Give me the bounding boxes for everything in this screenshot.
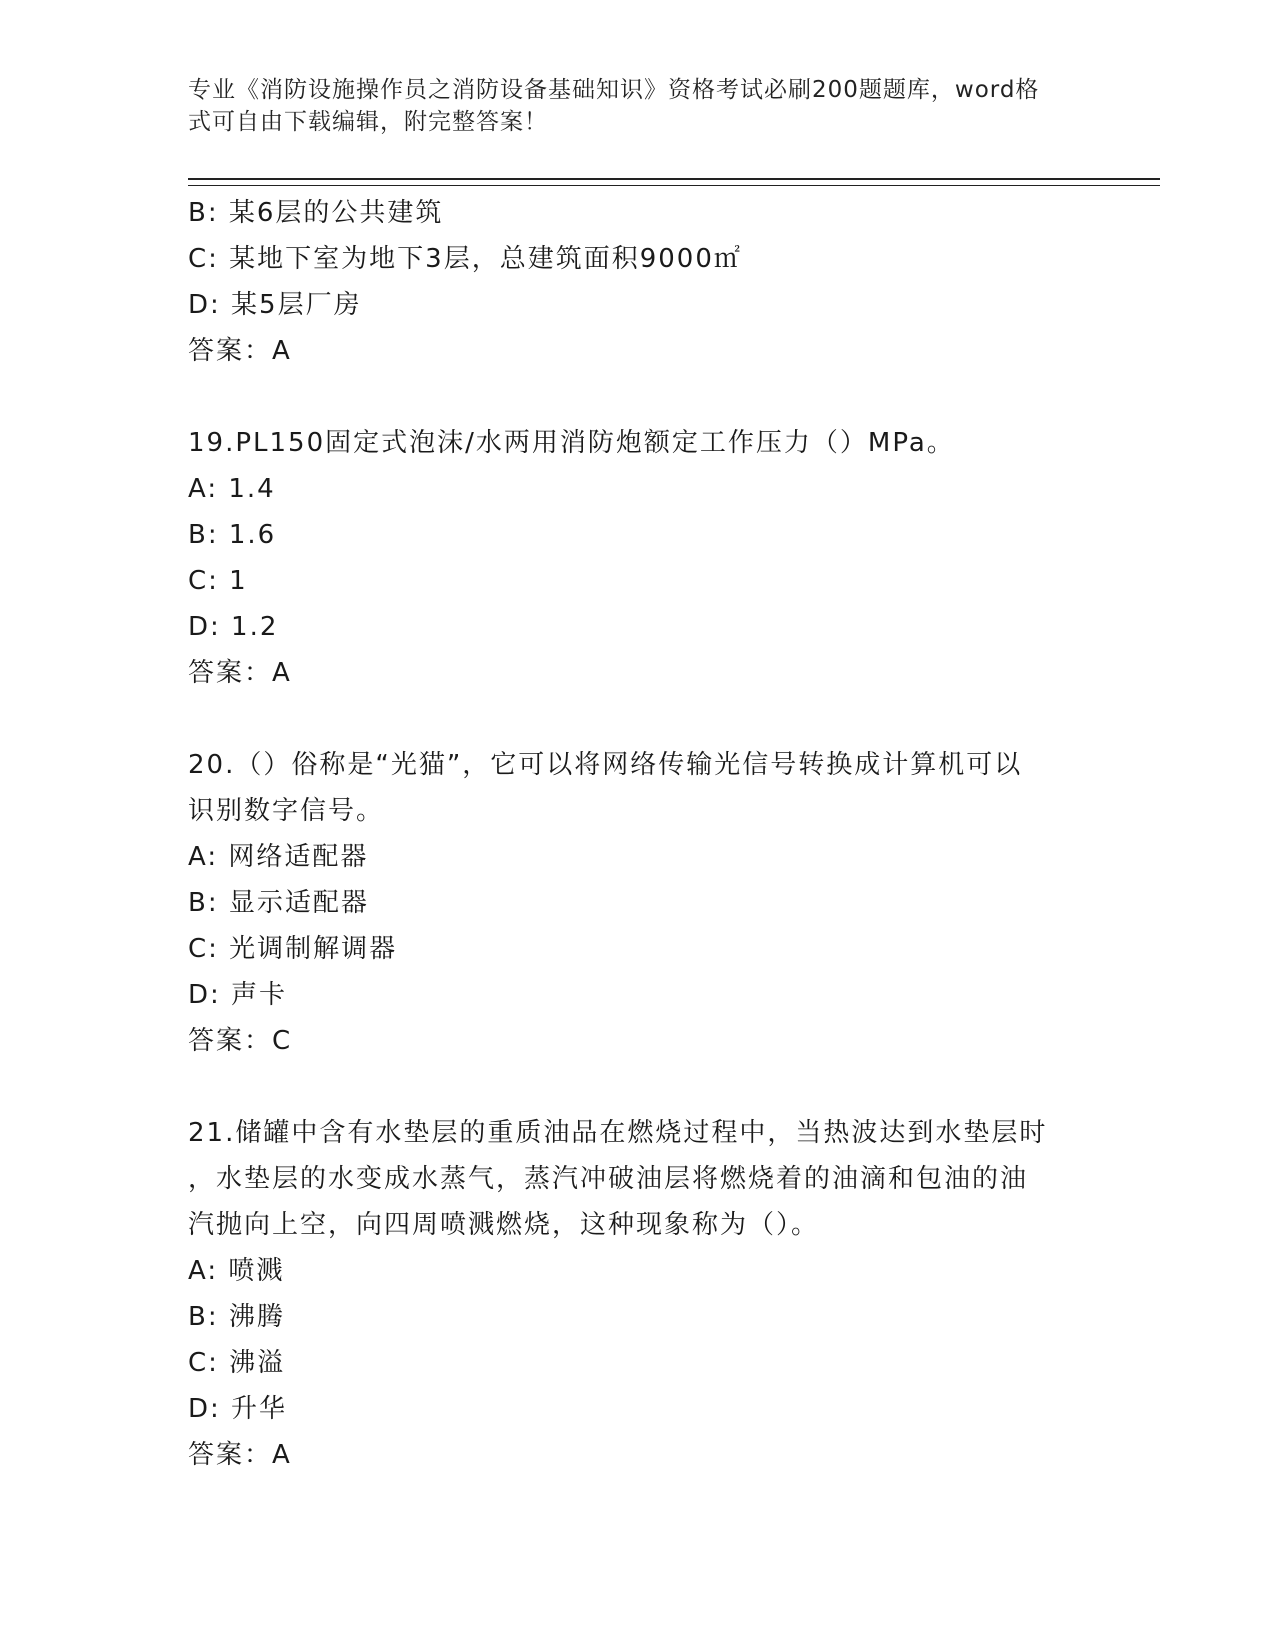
answer-line: 答案：C [188, 1026, 293, 1056]
option-a: A: 1.4 [188, 474, 276, 504]
option-b: B: 1.6 [188, 520, 277, 550]
header-line-2: 式可自由下载编辑，附完整答案！ [188, 109, 548, 135]
option-c: C: 光调制解调器 [188, 934, 398, 964]
document-header [188, 74, 1088, 138]
header-divider [188, 178, 1160, 186]
option-a: A: 喷溅 [188, 1256, 285, 1286]
question-stem: 识别数字信号。 [188, 796, 385, 826]
option-d: D: 升华 [188, 1394, 288, 1424]
option-d: D: 1.2 [188, 612, 279, 642]
option-b: B: 显示适配器 [188, 888, 369, 918]
option-c: C: 沸溢 [188, 1348, 286, 1378]
question-stem: 汽抛向上空，向四周喷溅燃烧，这种现象称为（）。 [188, 1210, 820, 1240]
answer-line: 答案：A [188, 1440, 292, 1470]
question-stem: 20.（）俗称是“光猫”，它可以将网络传输光信号转换成计算机可以 [188, 750, 1023, 780]
option-b: B: 沸腾 [188, 1302, 285, 1332]
answer-line: 答案：A [188, 336, 292, 366]
question-content [188, 190, 1088, 1478]
answer-line: 答案：A [188, 658, 292, 688]
header-line-1: 专业《消防设施操作员之消防设备基础知识》资格考试必刷200题题库，word格 [188, 77, 1040, 103]
question-18-continued [188, 190, 1088, 374]
option-a: A: 网络适配器 [188, 842, 369, 872]
question-19 [188, 420, 1088, 696]
option-b: B: 某6层的公共建筑 [188, 198, 444, 228]
question-stem: 19.PL150固定式泡沫/水两用消防炮额定工作压力（）MPa。 [188, 428, 955, 458]
option-d: D: 声卡 [188, 980, 288, 1010]
option-c: C: 1 [188, 566, 248, 596]
question-stem: 21.储罐中含有水垫层的重质油品在燃烧过程中，当热波达到水垫层时 [188, 1118, 1048, 1148]
question-20 [188, 742, 1088, 1064]
option-d: D: 某5层厂房 [188, 290, 362, 320]
question-stem: ，水垫层的水变成水蒸气，蒸汽冲破油层将燃烧着的油滴和包油的油 [188, 1164, 1029, 1194]
option-c: C: 某地下室为地下3层，总建筑面积9000㎡ [188, 244, 742, 274]
question-21 [188, 1110, 1088, 1478]
